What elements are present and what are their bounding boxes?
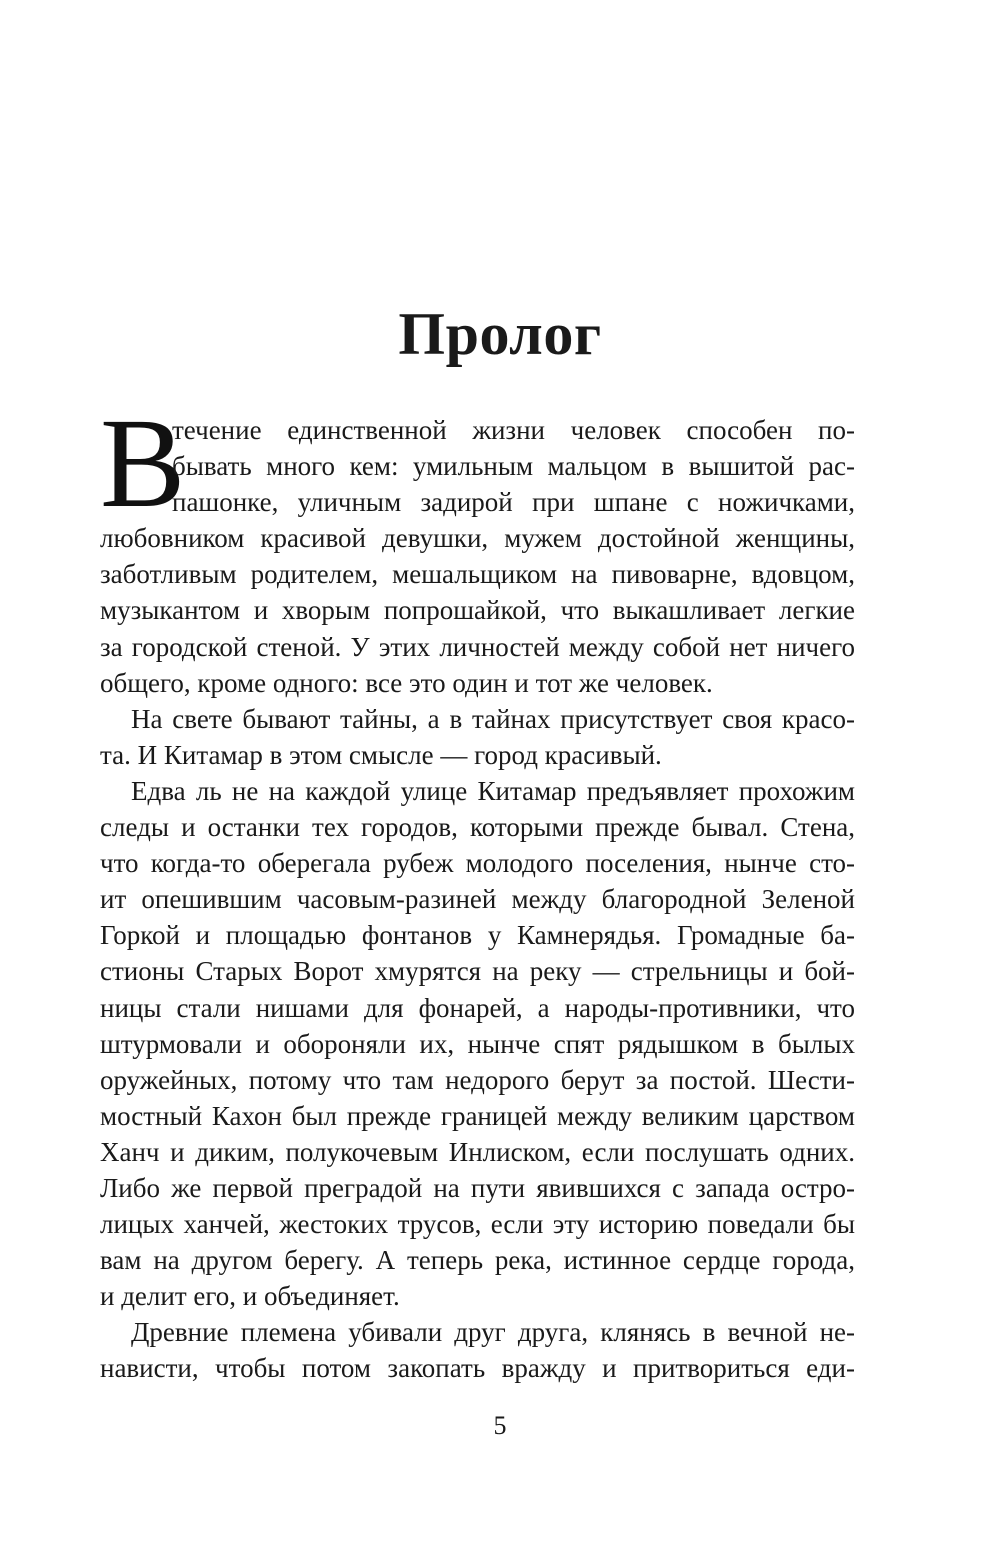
- text-line: бывать много кем: умильным мальцом в вышитой рас-: [172, 451, 855, 482]
- text-line: что когда-то оберегала рубеж молодого поселения, нынче сто-: [100, 848, 855, 879]
- text-line: Ханч и диким, полукочевым Инлиском, если послушать одних.: [100, 1136, 855, 1167]
- chapter-title: Пролог: [398, 301, 602, 367]
- text-line: штурмовали и обороняли их, нынче спят рядышком в былых: [100, 1028, 855, 1059]
- text-line: стионы Старых Ворот хмурятся на реку — стрельницы и бой-: [100, 956, 855, 987]
- text-line: ницы стали нишами для фонарей, а народы-противники, что: [100, 992, 855, 1023]
- text-line: течение единственной жизни человек способен по-: [172, 415, 855, 445]
- text-line: Горкой и площадью фонтанов у Камнерядья. Громадные ба-: [100, 920, 855, 951]
- text-line: и делит его, и объединяет.: [100, 1281, 400, 1312]
- text-line: Едва ль не на каждой улице Китамар предъявляет прохожим: [131, 775, 855, 806]
- text-line: ит опешившим часовым-разиней между благородной Зеленой: [100, 884, 855, 915]
- text-line: вам на другом берегу. А теперь река, истинное сердце города,: [100, 1245, 855, 1276]
- text-line: заботливым родителем, мешальщиком на пивоварне, вдовцом,: [100, 559, 855, 590]
- text-line: Либо же первой преградой на пути явившихся с запада остро-: [100, 1172, 855, 1203]
- text-line: та. И Китамар в этом смысле — город красивый.: [100, 739, 662, 770]
- text-line: музыкантом и хворым попрошайкой, что выкашливает легкие: [100, 595, 855, 626]
- text-line: мостный Кахон был прежде границей между великим царством: [100, 1100, 855, 1131]
- text-line: Древние племена убивали друг друга, клянясь в вечной не-: [131, 1317, 855, 1348]
- text-line: лицых ханчей, жестоких трусов, если эту историю поведали бы: [100, 1209, 855, 1240]
- text-line: оружейных, потому что там недорого берут за постой. Шести-: [100, 1064, 855, 1095]
- text-line: любовником красивой девушки, мужем достойной женщины,: [100, 523, 855, 554]
- page-number: 5: [493, 1411, 507, 1440]
- text-line: пашонке, уличным задирой при шпане с ножичками,: [172, 487, 855, 518]
- text-line: На свете бывают тайны, а в тайнах присутствует своя красо-: [131, 703, 855, 734]
- body-text: [100, 412, 855, 1387]
- drop-cap-letter: В: [100, 392, 186, 534]
- text-line: за городской стеной. У этих личностей между собой нет ничего: [100, 631, 855, 662]
- text-line: нависти, чтобы потом закопать вражду и притвориться еди-: [100, 1353, 855, 1384]
- text-line: следы и останки тех городов, которыми прежде бывал. Стена,: [100, 812, 855, 843]
- text-line: общего, кроме одного: все это один и тот же человек.: [100, 667, 713, 698]
